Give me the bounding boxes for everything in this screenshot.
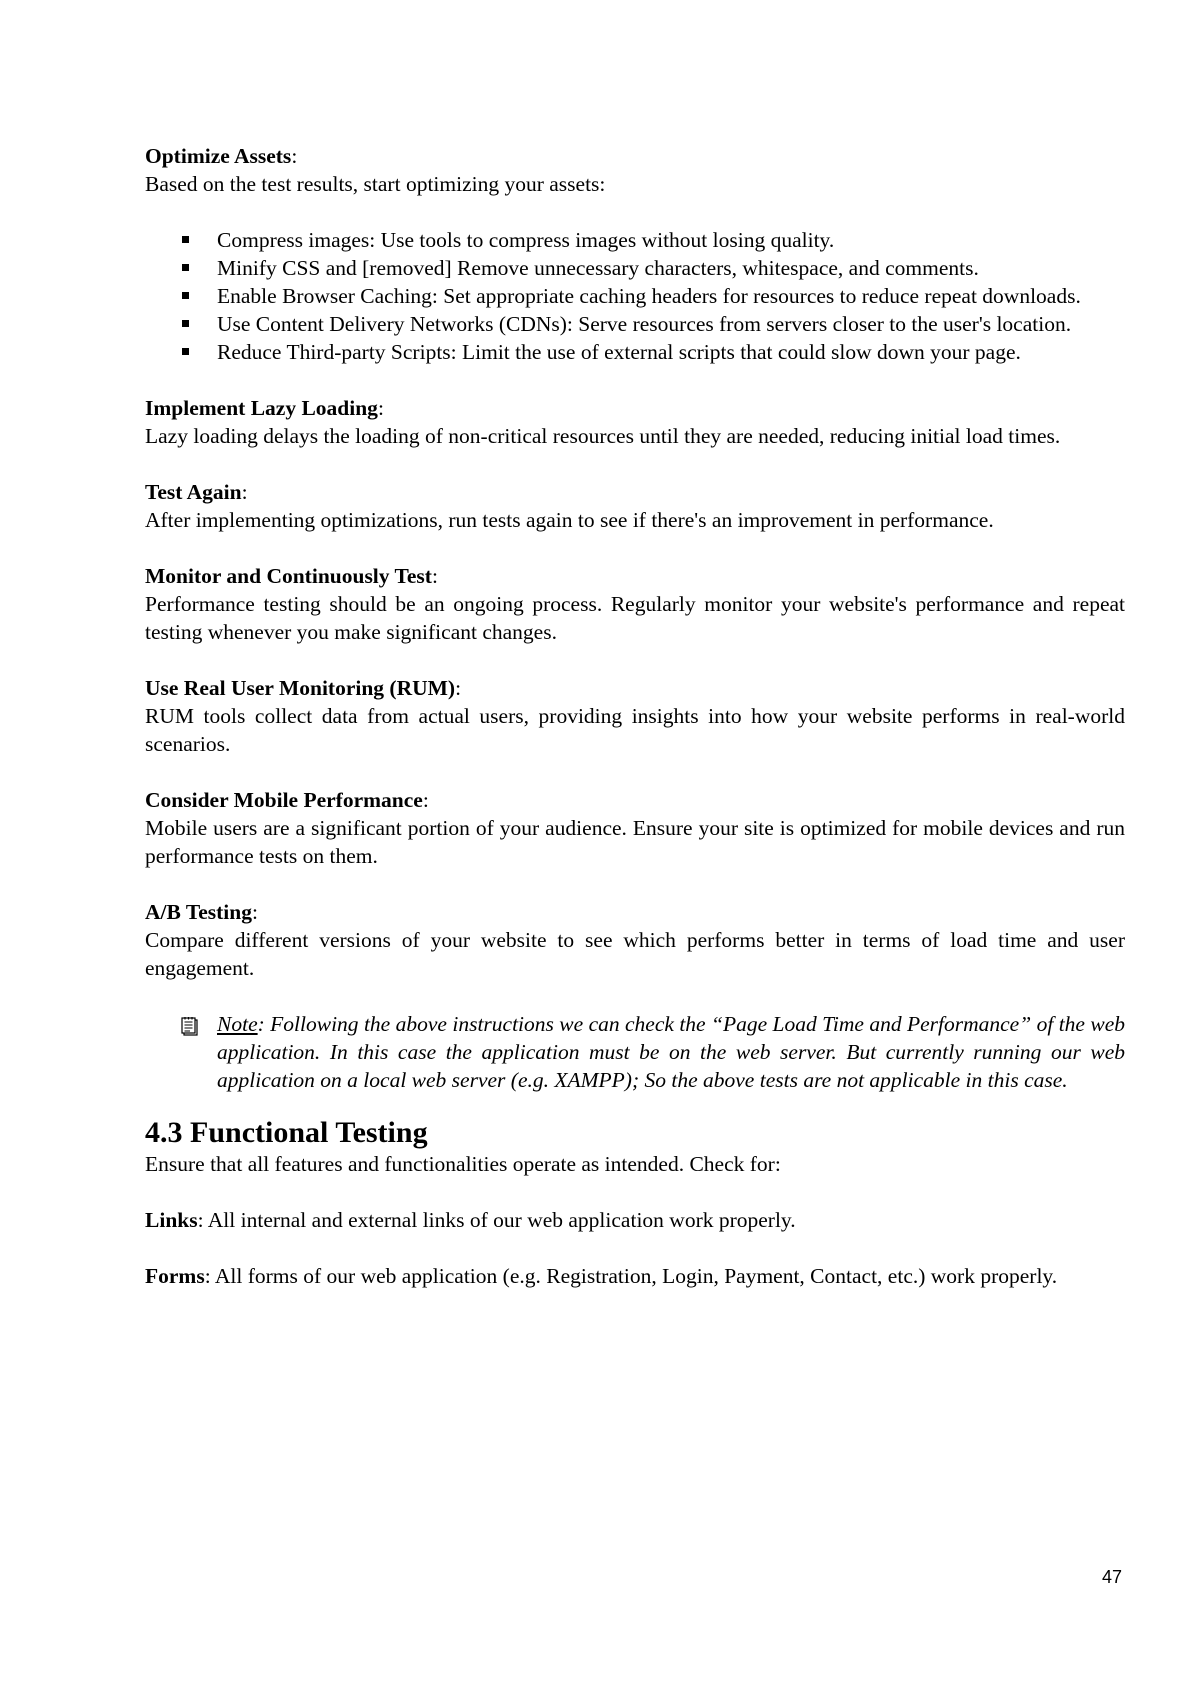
heading-colon: : xyxy=(455,676,462,700)
mobile-text: Mobile users are a significant portion of your audience. Ensure your site is optimized for mobile devices and run performance tests on them. xyxy=(145,816,1125,868)
forms-text: : All forms of our web application (e.g. Registration, Login, Payment, Contact, etc.) work properly. xyxy=(204,1264,1058,1288)
monitor-heading: Monitor and Continuously Test xyxy=(145,564,432,588)
mobile-section xyxy=(145,786,1125,870)
list-item-text: Use Content Delivery Networks (CDNs): Serve resources from servers closer to the user's location. xyxy=(217,312,1072,336)
mobile-heading: Consider Mobile Performance xyxy=(145,788,423,812)
forms-item xyxy=(145,1262,1125,1290)
ab-testing-section xyxy=(145,898,1125,982)
links-item xyxy=(145,1206,1125,1234)
rum-text: RUM tools collect data from actual users, providing insights into how your website performs in real-world scenarios. xyxy=(145,704,1125,756)
list-item xyxy=(145,310,1125,338)
optimize-assets-section xyxy=(145,142,1125,198)
note-label: Note xyxy=(217,1012,258,1036)
rum-section xyxy=(145,674,1125,758)
list-item xyxy=(145,226,1125,254)
square-bullet-icon xyxy=(182,292,189,299)
functional-testing-intro: Ensure that all features and functionalities operate as intended. Check for: xyxy=(145,1152,781,1176)
section-title: 4.3 Functional Testing xyxy=(145,1116,428,1149)
document-page xyxy=(145,142,1125,1318)
page-number: 47 xyxy=(1102,1567,1123,1587)
lazy-loading-heading: Implement Lazy Loading xyxy=(145,396,378,420)
lazy-loading-section xyxy=(145,394,1125,450)
list-item xyxy=(145,338,1125,366)
optimize-assets-intro: Based on the test results, start optimizing your assets: xyxy=(145,172,606,196)
links-heading: Links xyxy=(145,1208,198,1232)
ab-testing-heading: A/B Testing xyxy=(145,900,252,924)
note-text: : Following the above instructions we can check the “Page Load Time and Performance” of the web application. In this case the application must be on the web server. But currently running our web application on a local web server (e.g. XAMPP); So the above tests are not applicable in this case. xyxy=(217,1012,1125,1092)
list-item-text: Minify CSS and [removed] Remove unnecessary characters, whitespace, and comments. xyxy=(217,256,979,280)
heading-colon: : xyxy=(377,396,384,420)
list-item-text: Reduce Third-party Scripts: Limit the use of external scripts that could slow down your page. xyxy=(217,340,1021,364)
test-again-text: After implementing optimizations, run tests again to see if there's an improvement in performance. xyxy=(145,508,994,532)
test-again-heading: Test Again xyxy=(145,480,242,504)
monitor-text: Performance testing should be an ongoing process. Regularly monitor your website's performance and repeat testing whenever you make significant changes. xyxy=(145,592,1125,644)
heading-colon: : xyxy=(251,900,258,924)
heading-colon: : xyxy=(291,144,298,168)
list-item-text: Compress images: Use tools to compress images without losing quality. xyxy=(217,228,835,252)
list-item xyxy=(145,282,1125,310)
heading-colon: : xyxy=(422,788,429,812)
forms-heading: Forms xyxy=(145,1264,205,1288)
heading-colon: : xyxy=(431,564,438,588)
optimize-assets-heading: Optimize Assets xyxy=(145,144,292,168)
square-bullet-icon xyxy=(182,348,189,355)
square-bullet-icon xyxy=(182,236,189,243)
rum-heading: Use Real User Monitoring (RUM) xyxy=(145,676,456,700)
square-bullet-icon xyxy=(182,264,189,271)
ab-testing-text: Compare different versions of your website to see which performs better in terms of load time and user engagement. xyxy=(145,928,1125,980)
note-block xyxy=(145,1010,1125,1094)
monitor-section xyxy=(145,562,1125,646)
test-again-section xyxy=(145,478,1125,534)
note-pad-icon xyxy=(181,1016,199,1036)
lazy-loading-text: Lazy loading delays the loading of non-critical resources until they are needed, reducing initial load times. xyxy=(145,424,1061,448)
optimize-assets-list xyxy=(145,226,1125,366)
links-text: : All internal and external links of our web application work properly. xyxy=(197,1208,796,1232)
list-item xyxy=(145,254,1125,282)
square-bullet-icon xyxy=(182,320,189,327)
list-item-text: Enable Browser Caching: Set appropriate caching headers for resources to reduce repeat downloads. xyxy=(217,284,1081,308)
heading-colon: : xyxy=(241,480,248,504)
